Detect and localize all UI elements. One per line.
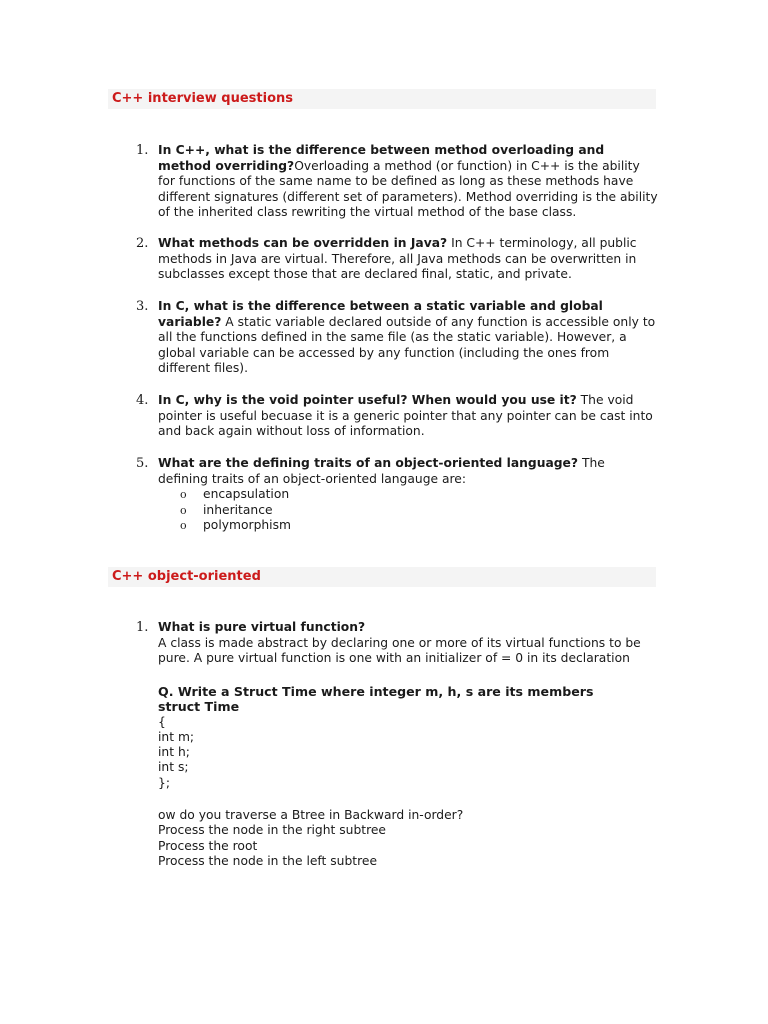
item-number: 5. — [136, 456, 149, 471]
section-header-interview — [108, 89, 656, 109]
bullet-list — [158, 487, 658, 534]
bullet-text: encapsulation — [203, 487, 290, 501]
section-title: C++ object-oriented — [112, 569, 261, 584]
item-number: 2. — [136, 236, 149, 251]
question-text: In C, why is the void pointer useful? When would you use it? — [158, 393, 577, 407]
item-number: 4. — [136, 393, 149, 408]
code-line: int m; — [158, 729, 195, 744]
btree-step: Process the root — [158, 838, 258, 853]
code-line: { — [158, 714, 166, 729]
item-text — [158, 236, 658, 283]
bullet-mark: o — [180, 519, 187, 532]
btree-question: ow do you traverse a Btree in Backward in-order? — [158, 808, 464, 822]
item-text — [158, 299, 658, 377]
answer-text: The void pointer is useful becuase it is a generic pointer that any pointer can be cast into and back again without loss of information. — [158, 393, 653, 438]
bullet-mark: o — [180, 503, 187, 517]
bullet-item — [158, 503, 658, 519]
answer-text: In C++ terminology, all public methods in Java are virtual. Therefore, all Java methods can be overwritten in subclasses except those that are declared final, static, and private. — [158, 236, 637, 281]
btree-step: Process the node in the left subtree — [158, 853, 378, 868]
question-text: What is pure virtual function? — [158, 620, 366, 634]
answer-text: A class is made abstract by declaring one or more of its virtual functions to be pure. A pure virtual function is one with an initializer of = 0 in its declaration — [158, 635, 641, 665]
item-text — [158, 456, 658, 534]
code-line: }; — [158, 775, 170, 790]
btree-step: Process the node in the right subtree — [158, 823, 386, 838]
question-text: In C, what is the difference between a static variable and global variable? — [158, 299, 603, 329]
question-text: What are the defining traits of an object-oriented language? — [158, 456, 579, 470]
answer-text: A static variable declared outside of any function is accessible only to all the functions defined in the same file (as the static variable). However, a global variable can be accessed by any function (including the ones from different files). — [158, 314, 656, 375]
item-number: 3. — [136, 299, 149, 314]
section-header-object-oriented — [108, 567, 656, 587]
bullet-text: inheritance — [203, 502, 273, 517]
item-text — [158, 143, 658, 221]
btree-block — [158, 808, 678, 869]
struct-heading: Q. Write a Struct Time where integer m, h, s are its members — [158, 684, 594, 699]
code-line: int s; — [158, 760, 189, 775]
bullet-item — [158, 487, 658, 503]
section-title: C++ interview questions — [112, 91, 293, 106]
item-text — [158, 620, 658, 667]
answer-text: Overloading a method (or function) in C++ is the ability for functions of the same name to be defined as long as these methods have different signatures (different set of parameters). Method overriding is the ability of the inherited class rewriting the virtual method of the base class. — [158, 158, 658, 219]
item-text — [158, 393, 658, 440]
item-number: 1. — [136, 620, 149, 635]
answer-text: The defining traits of an object-oriented langauge are: — [158, 456, 605, 486]
struct-name: struct Time — [158, 699, 240, 715]
question-text: In C++, what is the difference between method overloading and method overriding? — [158, 143, 605, 173]
struct-block — [158, 684, 678, 791]
bullet-text: polymorphism — [203, 518, 291, 532]
item-number: 1. — [136, 143, 149, 158]
bullet-item — [158, 518, 658, 534]
question-text: What methods can be overridden in Java? — [158, 236, 448, 250]
bullet-mark: o — [180, 488, 187, 501]
code-line: int h; — [158, 745, 190, 760]
